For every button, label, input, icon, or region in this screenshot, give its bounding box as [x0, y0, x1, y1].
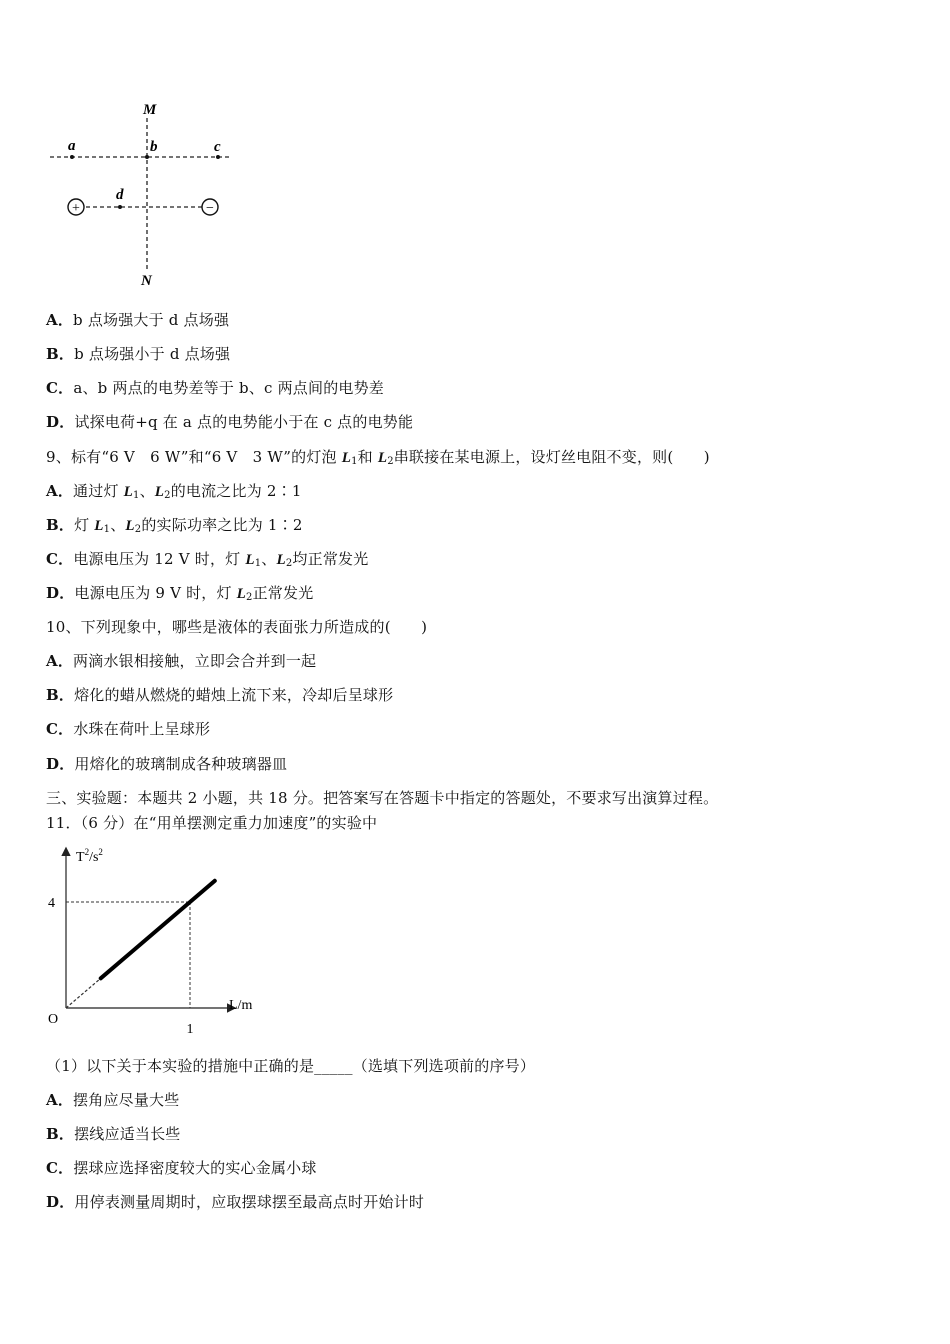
q8-option-b: B．b 点场强小于 d 点场强	[46, 345, 231, 363]
q11-option-a: A．摆角应尽量大些	[46, 1091, 180, 1109]
plus-symbol: +	[72, 201, 80, 216]
label-N: N	[141, 273, 152, 289]
label-M: M	[143, 102, 157, 118]
q11-option-d: D．用停表测量周期时，应取摆球摆至最高点时开始计时	[46, 1193, 425, 1211]
y-axis-label: $T^2/s^2$	[76, 847, 103, 865]
x-axis-label: L/m	[229, 998, 253, 1013]
point-d	[118, 205, 122, 209]
q8-option-a: A．b 点场强大于 d 点场强	[46, 311, 230, 329]
q8-option-d: D．试探电荷+q 在 a 点的电势能小于在 c 点的电势能	[46, 413, 414, 431]
section-3-heading: 三、实验题：本题共 2 小题，共 18 分。把答案写在答题卡中指定的答题处，不要求写出演算过程。	[46, 789, 719, 807]
label-b: b	[150, 139, 158, 155]
q10-option-a: A．两滴水银相接触，立即会合并到一起	[46, 652, 317, 670]
q9-stem: 9、标有“6 V 6 W”和“6 V 3 W”的灯泡 $L_1$和 $L_2$串联接在某电源上，设灯丝电阻不变，则( )	[46, 448, 710, 467]
point-c	[216, 155, 220, 159]
origin-label: O	[48, 1012, 59, 1027]
label-c: c	[214, 139, 221, 155]
label-a: a	[68, 138, 76, 154]
q9-option-a: A．通过灯 $L_1$、$L_2$的电流之比为 2∶1	[46, 482, 302, 501]
extrapolated-dashed-line	[66, 978, 101, 1008]
q10-option-c: C．水珠在荷叶上呈球形	[46, 720, 211, 738]
q11-option-b: B．摆线应适当长些	[46, 1125, 181, 1143]
q8-option-c: C．a、b 两点的电势差等于 b、c 两点间的电势差	[46, 379, 384, 397]
field-diagram	[46, 100, 246, 290]
q11-option-c: C．摆球应选择密度较大的实心金属小球	[46, 1159, 317, 1177]
measured-data-line	[101, 881, 215, 979]
q9-option-c: C．电源电压为 12 V 时，灯 $L_1$、$L_2$均正常发光	[46, 550, 369, 569]
q9-option-d: D．电源电压为 9 V 时，灯 $L_2$正常发光	[46, 584, 314, 603]
point-b	[145, 155, 149, 159]
q11-sub1: （1）以下关于本实验的措施中正确的是_____（选填下列选项前的序号）	[46, 1057, 536, 1075]
q10-option-d: D．用熔化的玻璃制成各种玻璃器皿	[46, 755, 288, 773]
q10-stem: 10、下列现象中，哪些是液体的表面张力所造成的( )	[46, 618, 428, 636]
point-a	[70, 155, 74, 159]
label-d: d	[116, 187, 124, 203]
q10-option-b: B．熔化的蜡从燃烧的蜡烛上流下来，冷却后呈球形	[46, 686, 394, 704]
q11-stem: 11．（6 分）在“用单摆测定重力加速度”的实验中	[46, 814, 378, 832]
x-tick-label-1: 1	[186, 1022, 194, 1037]
q9-option-b: B．灯 $L_1$、$L_2$的实际功率之比为 1∶2	[46, 516, 303, 535]
y-tick-label-4: 4	[48, 896, 55, 911]
minus-symbol: −	[206, 201, 214, 216]
t2-l-chart	[44, 843, 264, 1043]
